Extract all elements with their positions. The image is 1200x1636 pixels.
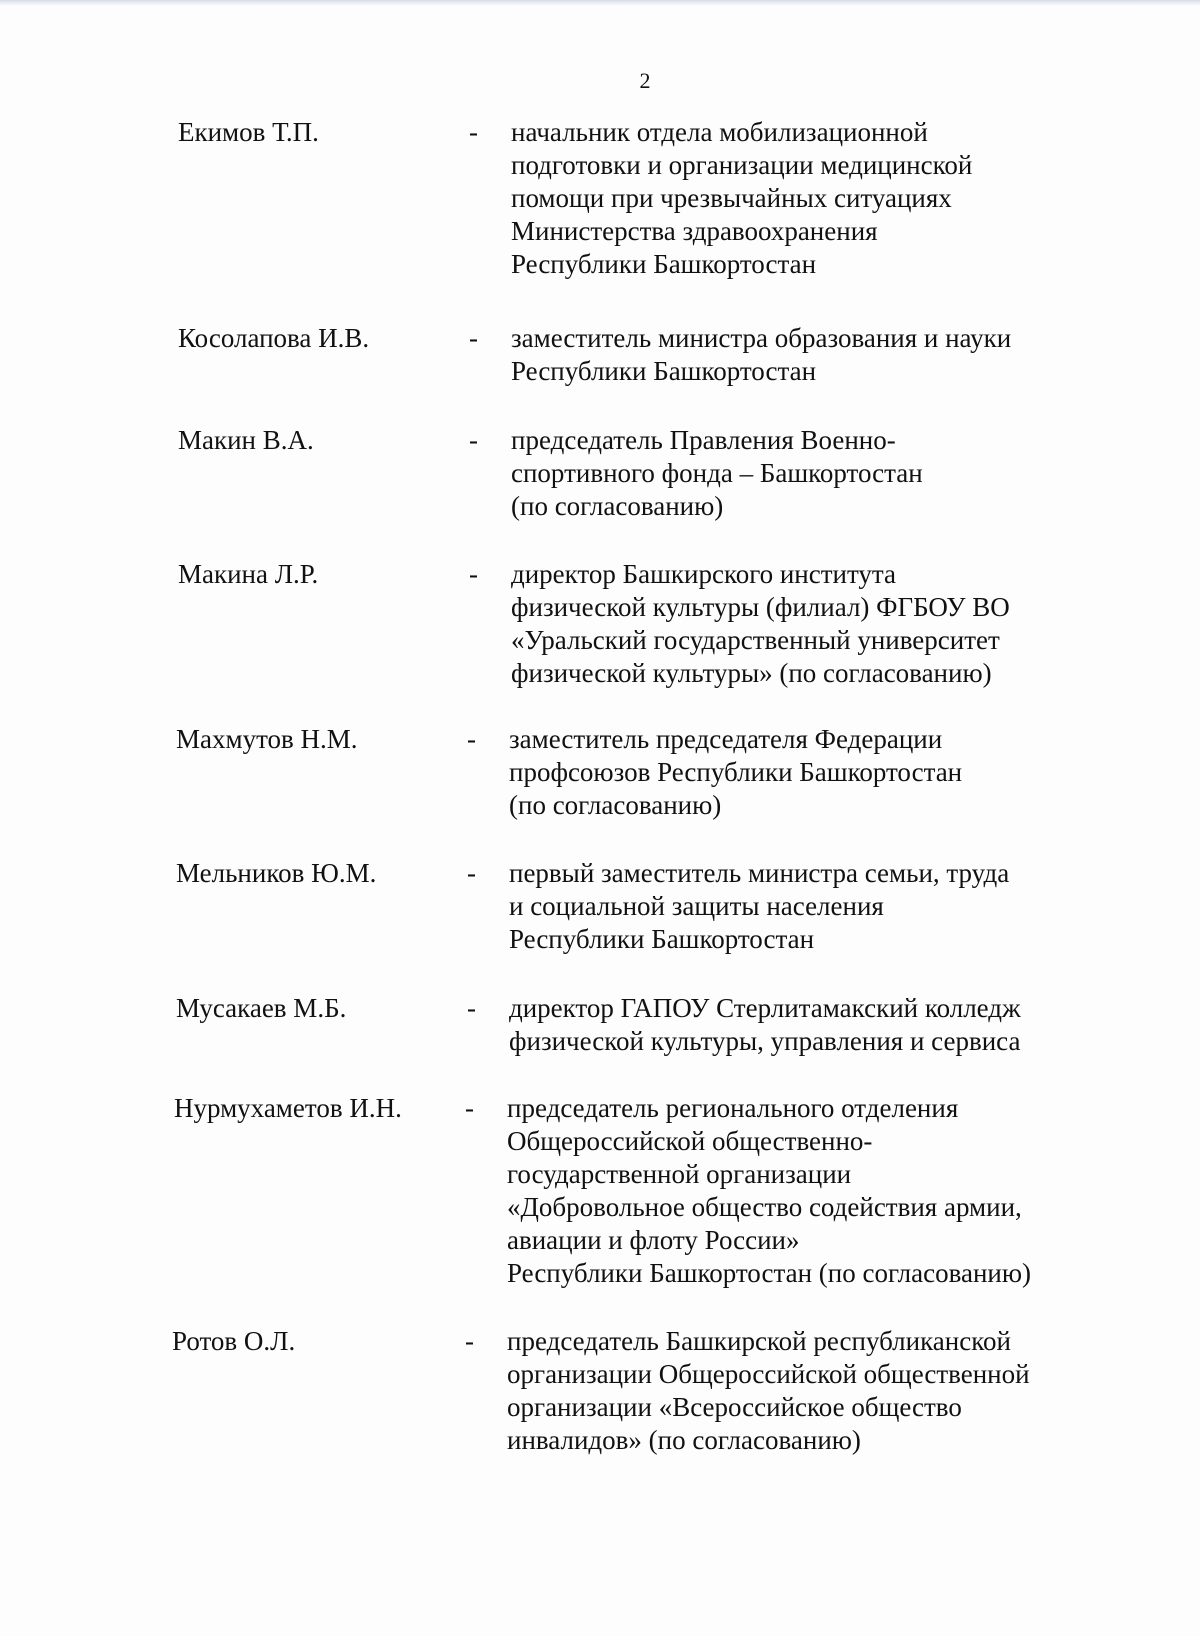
member-separator: - bbox=[469, 425, 478, 455]
member-position bbox=[511, 322, 1011, 388]
member-name: Косолапова И.В. bbox=[178, 323, 370, 353]
position-line: председатель Правления Военно- bbox=[511, 425, 896, 455]
position-line: профсоюзов Республики Башкортостан bbox=[509, 757, 963, 787]
member-name: Мельников Ю.М. bbox=[176, 858, 377, 888]
member-name: Макин В.А. bbox=[178, 425, 314, 455]
member-separator: - bbox=[465, 1093, 474, 1123]
position-line: авиации и флоту России» bbox=[507, 1225, 800, 1255]
position-line: «Уральский государственный университет bbox=[511, 625, 1000, 655]
position-line: «Добровольное общество содействия армии, bbox=[507, 1192, 1022, 1222]
member-separator: - bbox=[465, 1326, 474, 1356]
member-name: Ротов О.Л. bbox=[172, 1326, 296, 1356]
position-line: помощи при чрезвычайных ситуациях bbox=[511, 183, 952, 213]
position-line: физической культуры, управления и сервиса bbox=[509, 1026, 1021, 1056]
member-position bbox=[509, 992, 1021, 1058]
member-position bbox=[509, 723, 962, 822]
member-name: Нурмухаметов И.Н. bbox=[174, 1093, 402, 1123]
position-line: (по согласованию) bbox=[511, 491, 724, 521]
member-position bbox=[507, 1092, 1031, 1290]
scan-edge bbox=[0, 0, 1200, 6]
position-line: Республики Башкортостан bbox=[511, 249, 817, 279]
position-line: физической культуры» (по согласованию) bbox=[511, 658, 992, 688]
position-line: физической культуры (филиал) ФГБОУ ВО bbox=[511, 592, 1010, 622]
member-position bbox=[511, 424, 923, 523]
position-line: директор Башкирского института bbox=[511, 559, 897, 589]
member-position bbox=[511, 116, 972, 281]
member-name: Мусакаев М.Б. bbox=[176, 993, 347, 1023]
position-line: Республики Башкортостан bbox=[509, 924, 815, 954]
position-line: директор ГАПОУ Стерлитамакский колледж bbox=[509, 993, 1021, 1023]
member-separator: - bbox=[469, 117, 478, 147]
member-position bbox=[507, 1325, 1030, 1457]
member-name: Махмутов Н.М. bbox=[176, 724, 358, 754]
member-position bbox=[509, 857, 1009, 956]
position-line: председатель регионального отделения bbox=[507, 1093, 959, 1123]
position-line: Республики Башкортостан (по согласованию) bbox=[507, 1258, 1032, 1288]
member-separator: - bbox=[467, 858, 476, 888]
position-line: подготовки и организации медицинской bbox=[511, 150, 973, 180]
member-separator: - bbox=[467, 724, 476, 754]
position-line: государственной организации bbox=[507, 1159, 852, 1189]
position-line: начальник отдела мобилизационной bbox=[511, 117, 928, 147]
page-number: 2 bbox=[639, 68, 651, 93]
member-position bbox=[511, 558, 1010, 690]
member-separator: - bbox=[467, 993, 476, 1023]
position-line: организации «Всероссийское общество bbox=[507, 1392, 962, 1422]
position-line: Министерства здравоохранения bbox=[511, 216, 878, 246]
member-name: Макина Л.Р. bbox=[178, 559, 319, 589]
member-separator: - bbox=[469, 323, 478, 353]
member-name: Екимов Т.П. bbox=[178, 117, 319, 147]
position-line: заместитель министра образования и науки bbox=[511, 323, 1012, 353]
position-line: инвалидов» (по согласованию) bbox=[507, 1425, 861, 1455]
position-line: организации Общероссийской общественной bbox=[507, 1359, 1030, 1389]
position-line: первый заместитель министра семьи, труда bbox=[509, 858, 1010, 888]
position-line: председатель Башкирской республиканской bbox=[507, 1326, 1011, 1356]
member-separator: - bbox=[469, 559, 478, 589]
position-line: Общероссийской общественно- bbox=[507, 1126, 873, 1156]
position-line: заместитель председателя Федерации bbox=[509, 724, 943, 754]
position-line: спортивного фонда – Башкортостан bbox=[511, 458, 923, 488]
position-line: (по согласованию) bbox=[509, 790, 722, 820]
position-line: Республики Башкортостан bbox=[511, 356, 817, 386]
position-line: и социальной защиты населения bbox=[509, 891, 884, 921]
